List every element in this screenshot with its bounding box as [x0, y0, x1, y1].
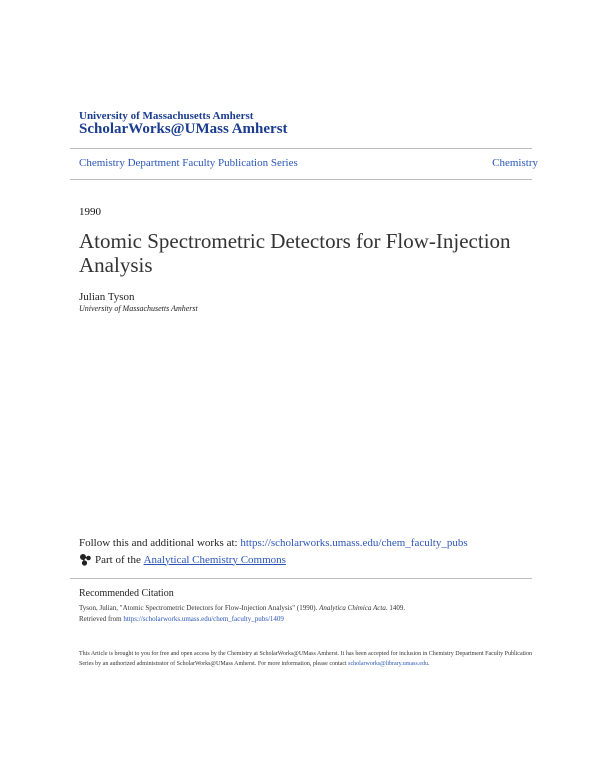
paper-title: Atomic Spectrometric Detectors for Flow-Injection Analysis [79, 229, 511, 277]
repository-name[interactable]: ScholarWorks@UMass Amherst [79, 121, 288, 137]
university-name: University of Massachusetts Amherst [79, 110, 254, 122]
citation-after: . 1409. [385, 604, 406, 612]
citation-heading: Recommended Citation [79, 588, 174, 599]
part-of-prefix: Part of the [95, 553, 141, 566]
series-link[interactable]: Chemistry Department Faculty Publication Series [79, 157, 298, 169]
citation-main: Tyson, Julian, "Atomic Spectrometric Detectors for Flow-Injection Analysis" (1990). [79, 604, 320, 612]
retrieved-url-link[interactable]: https://scholarworks.umass.edu/chem_faculty_pubs/1409 [123, 615, 284, 623]
department-link[interactable]: Chemistry [492, 157, 538, 169]
follow-line [79, 537, 468, 549]
notice-end: . [427, 661, 430, 667]
retrieved-prefix: Retrieved from [79, 615, 124, 623]
network-icon [79, 553, 92, 566]
notice-text: This Article is brought to you for free and open access by the Chemistry at ScholarWorks@UMass Amherst. It has been accepted for inclusion in Chemistry Department Faculty Publication Series by an authorized administrator of ScholarWorks@UMass Amherst. For more information, please contact [79, 651, 532, 667]
author-affiliation: University of Massachusetts Amherst [79, 304, 198, 313]
author-name: Julian Tyson [79, 291, 135, 303]
publication-year: 1990 [79, 206, 101, 218]
follow-prefix: Follow this and additional works at: [79, 537, 241, 549]
citation-text [79, 603, 539, 625]
top-divider [70, 148, 532, 149]
contact-email-link[interactable]: scholarworks@library.umass.edu [348, 661, 428, 667]
follow-url-link[interactable]: https://scholarworks.umass.edu/chem_faculty_pubs [240, 537, 468, 549]
access-notice [79, 649, 539, 669]
part-of-line [79, 553, 286, 566]
citation-journal: Analytica Chimica Acta [319, 604, 386, 612]
bottom-divider [70, 179, 532, 180]
citation-divider [70, 578, 532, 579]
analytical-chemistry-commons-link[interactable]: Analytical Chemistry Commons [143, 553, 286, 566]
